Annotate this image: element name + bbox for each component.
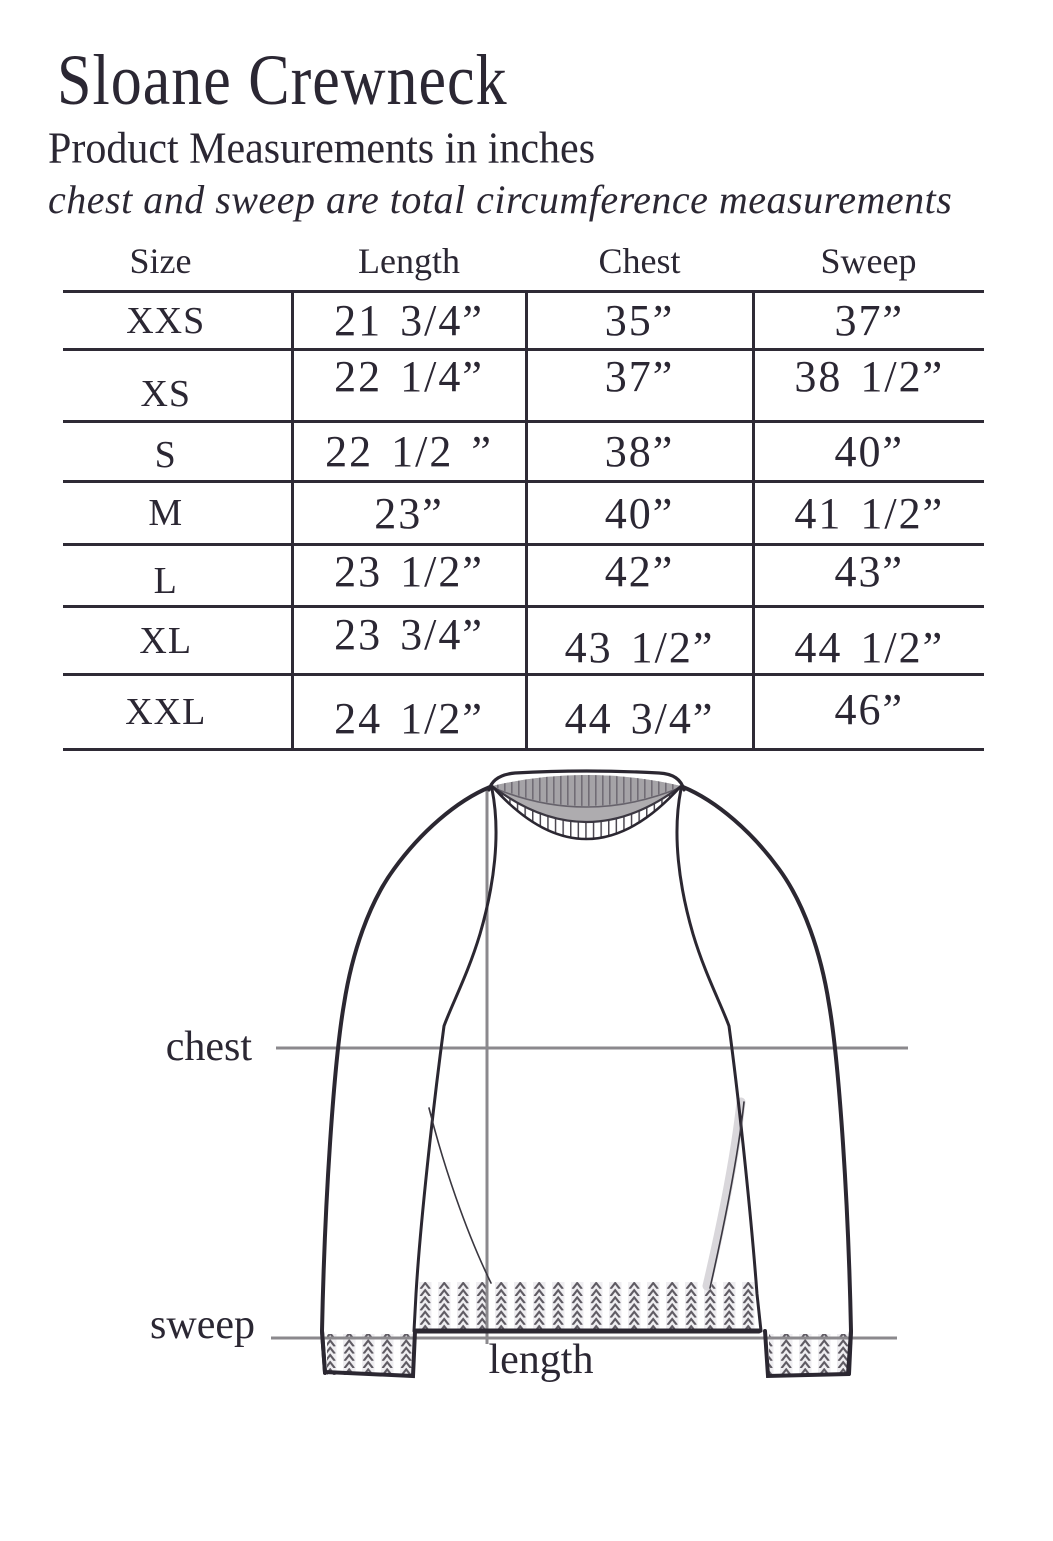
cell-chest: 43 1/2” (526, 607, 753, 675)
subtitle: Product Measurements in inches (48, 124, 596, 174)
cell-length: 21 3/4” (292, 292, 526, 350)
cell-chest: 38” (526, 422, 753, 482)
cell-sweep: 43” (753, 545, 984, 607)
cell-size: XXL (63, 675, 292, 750)
cell-chest: 44 3/4” (526, 675, 753, 750)
left-raglan-seam (414, 789, 496, 1331)
cell-sweep: 40” (753, 422, 984, 482)
cell-length: 23 1/2” (292, 545, 526, 607)
cell-chest: 40” (526, 482, 753, 545)
cell-size: XL (63, 607, 292, 675)
measurement-lines (271, 790, 908, 1344)
seam-shadow (707, 1102, 741, 1286)
cell-length: 23” (292, 482, 526, 545)
header-chest: Chest (598, 241, 681, 281)
chest-label: chest (165, 1024, 252, 1070)
cell-sweep: 38 1/2” (753, 350, 984, 422)
length-label: length (488, 1337, 594, 1383)
header-length: Length (358, 241, 460, 281)
cell-size: S (63, 422, 292, 482)
cell-chest: 42” (526, 545, 753, 607)
cell-size: XXS (63, 292, 292, 350)
cell-sweep: 37” (753, 292, 984, 350)
cell-length: 22 1/4” (292, 350, 526, 422)
measurement-note: chest and sweep are total circumference measurements (48, 177, 953, 222)
cell-length: 24 1/2” (292, 675, 526, 750)
sweep-label: sweep (150, 1302, 255, 1348)
cell-size: XS (63, 350, 292, 422)
header-size: Size (129, 241, 192, 281)
left-front-seam (429, 1108, 491, 1283)
collar (492, 775, 681, 839)
cell-size: L (63, 545, 292, 607)
cell-chest: 37” (526, 350, 753, 422)
cell-chest: 35” (526, 292, 753, 350)
cell-length: 22 1/2 ” (292, 422, 526, 482)
header-sweep: Sweep (820, 241, 917, 281)
cell-length: 23 3/4” (292, 607, 526, 675)
page-title: Sloane Crewneck (57, 41, 508, 121)
cell-sweep: 46” (753, 675, 984, 750)
cell-sweep: 44 1/2” (753, 607, 984, 675)
cell-size: M (63, 482, 292, 545)
cell-sweep: 41 1/2” (753, 482, 984, 545)
